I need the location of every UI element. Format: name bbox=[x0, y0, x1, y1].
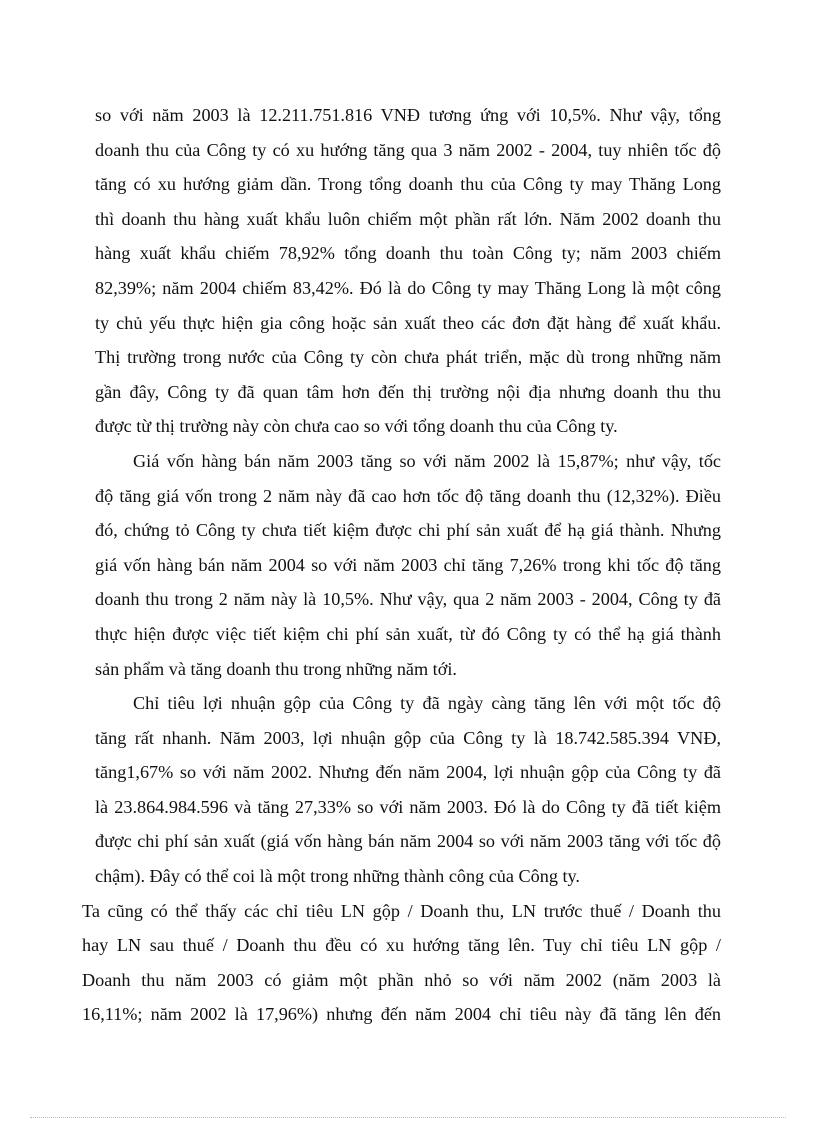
text-line: thì doanh thu hàng xuất khẩu luôn chiếm một phần rất lớn. Năm 2002 doanh thu bbox=[95, 208, 721, 229]
text-line: doanh thu của Công ty có xu hướng tăng qua 3 năm 2002 - 2004, tuy nhiên tốc độ bbox=[95, 139, 721, 160]
text-line: tăng1,67% so với năm 2002. Nhưng đến năm 2004, lợi nhuận gộp của Công ty đã bbox=[95, 762, 721, 783]
paragraph-gross-profit bbox=[95, 686, 721, 894]
text-line: chậm). Đây có thể coi là một trong những thành công của Công ty. bbox=[95, 866, 580, 887]
text-line: được từ thị trường này còn chưa cao so với tổng doanh thu của Công ty. bbox=[95, 416, 618, 437]
text-line: giá vốn hàng bán năm 2004 so với năm 2003 chỉ tăng 7,26% trong khi tốc độ tăng bbox=[95, 554, 721, 575]
paragraph-cost-of-goods bbox=[95, 444, 721, 686]
text-line: Giá vốn hàng bán năm 2003 tăng so với năm 2002 là 15,87%; như vậy, tốc bbox=[133, 450, 721, 471]
text-line: đó, chứng tỏ Công ty chưa tiết kiệm được chi phí sản xuất để hạ giá thành. Nhưng bbox=[95, 520, 721, 541]
text-line: tăng có xu hướng giảm dần. Trong tổng doanh thu của Công ty may Thăng Long bbox=[95, 174, 721, 195]
paragraph-profit-ratios bbox=[82, 894, 721, 1032]
text-line: hay LN sau thuế / Doanh thu đều có xu hướng tăng lên. Tuy chỉ tiêu LN gộp / bbox=[82, 935, 721, 956]
text-line: hàng xuất khẩu chiếm 78,92% tổng doanh thu toàn Công ty; năm 2003 chiếm bbox=[95, 243, 721, 264]
text-line: Doanh thu năm 2003 có giảm một phần nhỏ so với năm 2002 (năm 2003 là bbox=[82, 969, 721, 990]
paragraph-revenue-trend bbox=[95, 98, 721, 444]
page-bottom-divider bbox=[30, 1117, 786, 1118]
text-line: doanh thu trong 2 năm này là 10,5%. Như vậy, qua 2 năm 2003 - 2004, Công ty đã bbox=[95, 589, 721, 610]
text-line: ty chủ yếu thực hiện gia công hoặc sản xuất theo các đơn đặt hàng để xuất khẩu. bbox=[95, 312, 721, 333]
text-line: là 23.864.984.596 và tăng 27,33% so với năm 2003. Đó là do Công ty đã tiết kiệm bbox=[95, 796, 721, 817]
text-line: 16,11%; năm 2002 là 17,96%) nhưng đến năm 2004 chỉ tiêu này đã tăng lên đến bbox=[82, 1004, 721, 1025]
text-line: Ta cũng có thể thấy các chỉ tiêu LN gộp / Doanh thu, LN trước thuế / Doanh thu bbox=[82, 900, 721, 921]
text-line: so với năm 2003 là 12.211.751.816 VNĐ tương ứng với 10,5%. Như vậy, tổng bbox=[95, 105, 721, 125]
text-line: độ tăng giá vốn trong 2 năm này đã cao hơn tốc độ tăng doanh thu (12,32%). Điều bbox=[95, 485, 721, 506]
text-line: tăng rất nhanh. Năm 2003, lợi nhuận gộp của Công ty là 18.742.585.394 VNĐ, bbox=[95, 727, 721, 748]
text-line: thực hiện được việc tiết kiệm chi phí sản xuất, từ đó Công ty có thể hạ giá thành bbox=[95, 623, 721, 644]
text-line: sản phẩm và tăng doanh thu trong những năm tới. bbox=[95, 658, 457, 679]
text-line: Thị trường trong nước của Công ty còn chưa phát triển, mặc dù trong những năm bbox=[95, 347, 721, 368]
body-text bbox=[82, 98, 721, 1032]
text-line: gần đây, Công ty đã quan tâm hơn đến thị trường nội địa nhưng doanh thu thu bbox=[95, 381, 721, 402]
text-line: 82,39%; năm 2004 chiếm 83,42%. Đó là do Công ty may Thăng Long là một công bbox=[95, 277, 721, 298]
text-line: Chỉ tiêu lợi nhuận gộp của Công ty đã ngày càng tăng lên với một tốc độ bbox=[133, 693, 721, 714]
text-line: được chi phí sản xuất (giá vốn hàng bán năm 2004 so với năm 2003 tăng với tốc độ bbox=[95, 831, 721, 852]
